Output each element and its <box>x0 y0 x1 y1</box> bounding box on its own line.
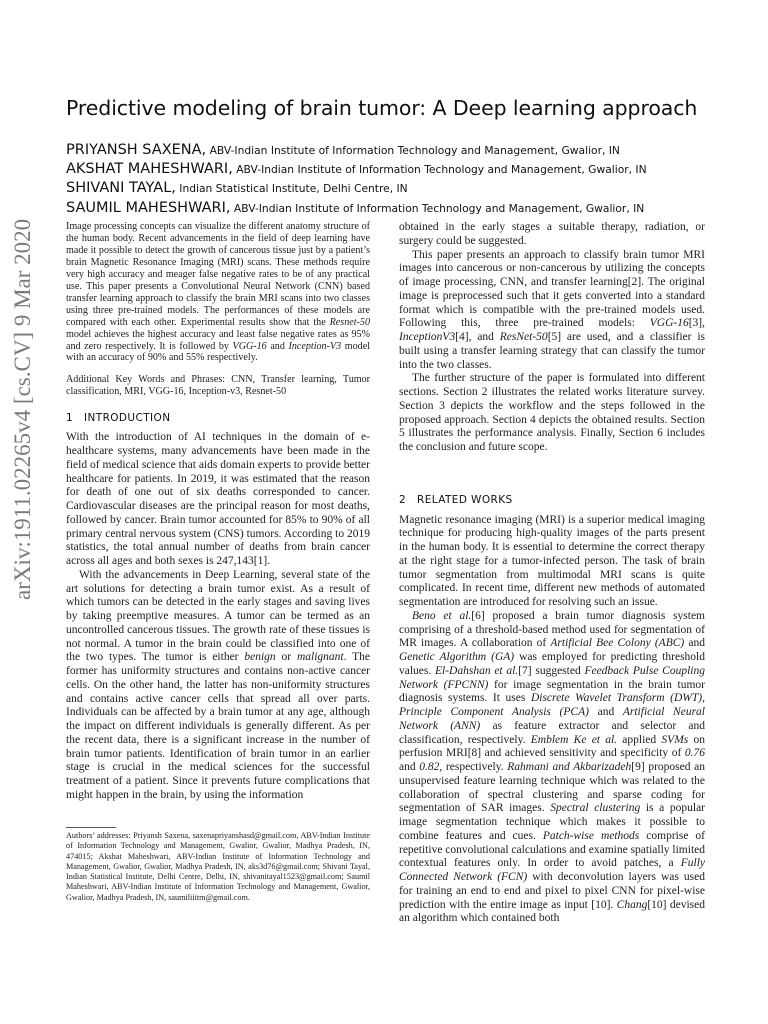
paper-title: Predictive modeling of brain tumor: A Deep learning approach <box>66 96 698 120</box>
author-line <box>66 139 736 158</box>
related-works-paragraph-1: Magnetic resonance imaging (MRI) is a superior medical imaging technique for producing high-quality images of the parts present in the human body. It is essential to determine the correct therapy at the right stage for a tumor-infected person. The task of brain tumor segmentation from multimodal MRI scans is quite complicated. In recent time, different new methods of automated segmentation are introduced for resolving such an issue. <box>399 513 705 608</box>
authors-addresses-footnote: Authors’ addresses: Priyansh Saxena, saxenapriyanshasd@gmail.com, ABV-Indian Institute of Information Technology and Management, Gwalior, Gwalior, Madhya Pradesh, IN, 474015; Akshat Maheshwari, ABV-Indian Institute of Information Technology and Management, Gwalior, Gwalior, Madhya Pradesh, IN, aks3d76@gmail.com; Shivani Tayal, Indian Statistical Institute, Delhi Centre, Delhi, IN, shivanitayal1523@gmail.com; Saumil Maheshwari, ABV-Indian Institute of Information Technology and Management, Gwalior, Gwalior, Madhya Pradesh, IN, saumiliiitm@gmail.com. <box>66 831 370 902</box>
left-column <box>66 221 370 803</box>
footnote-rule <box>66 827 116 828</box>
section-heading-related-works: 2 RELATED WORKS <box>399 493 513 506</box>
author-line <box>66 197 736 216</box>
author-affiliation: ABV-Indian Institute of Information Technology and Management, Gwalior, IN <box>230 201 645 215</box>
intro-paragraph-continued: obtained in the early stages a suitable therapy, radiation, or surgery could be suggested. <box>399 221 705 247</box>
author-name: SHIVANI TAYAL, <box>66 180 176 197</box>
section-heading-introduction: 1 INTRODUCTION <box>66 412 171 425</box>
intro-paragraph-3: This paper presents an approach to classify brain tumor MRI images into cancerous or non-cancerous by utilizing the concepts of image processing, CNN, and transfer learning[2]. The original image is preprocessed such that it gets converted into a standard format which is compatible with the pre-trained models used. Following this, three pre-trained models: VGG-16[3], InceptionV3[4], and ResNet-50[5] are used, and a classifier is built using a transfer learning strategy that can classify the tumor into the two classes. <box>399 248 706 371</box>
intro-paragraph-2: With the advancements in Deep Learning, several state of the art solutions for detecting a brain tumor exist. As a result of which tumors can be detected in the early stages and saving lives by taking preemptive measures. A tumor can be termed as an uncontrolled cancerous tissues. The growth rate of these tissues is not normal. A tumor in the brain could be classified into one of the two types. The tumor is either benign or malignant. The former has uniformity structures and contains non-active cancer cells. On the other hand, the latter has non-uniformity structures and contains active cancer cells that spread all over parts. Individuals can be affected by a brain tumor at any age, although the impact on different individuals is generally different. As per the recent data, there is a significant increase in the number of brain tumor patients. Identification of brain tumor in an earlier stage is crucial in the medical sciences for the successful treatment of a patient. Since it prevents future complications that might happen in the brain, by using the information <box>66 568 370 801</box>
arxiv-identifier: arXiv:1911.02265v4 [cs.CV] 9 Mar 2020 <box>10 218 35 600</box>
intro-paragraph-4: The further structure of the paper is formulated into different sections. Section 2 illustrates the related works literature survey. Section 3 depicts the workflow and the steps followed in the proposed approach. Section 4 depicts the obtained results. Section 5 illustrates the performance analysis. Finally, Section 6 includes the conclusion and future scope. <box>399 372 705 453</box>
author-list <box>66 139 736 216</box>
author-name: AKSHAT MAHESHWARI, <box>66 161 233 178</box>
abstract: Image processing concepts can visualize the different anatomy structure of the human body. Recent advancements in the field of deep learning have made it possible to detect the growth of cancerous tissue just by a patient’s brain Magnetic Resonance Imaging (MRI) scans. These methods require very high accuracy and meager false negative rates to be of any practical use. This paper presents a Convolutional Neural Network (CNN) based transfer learning approach to classify the brain MRI scans into two classes using three pre-trained models. The performances of these models are compared with each other. Experimental results show that the Resnet-50 model achieves the highest accuracy and least false negative rates as 95% and zero respectively. It is followed by VGG-16 and Inception-V3 model with an accuracy of 90% and 55% respectively. <box>66 221 370 364</box>
related-works-paragraph-2: Beno et al.[6] proposed a brain tumor diagnosis system comprising of a threshold-based method used for segmentation of MR images. A collaboration of Artificial Bee Colony (ABC) and Genetic Algorithm (GA) was employed for predicting threshold values. El-Dahshan et al.[7] suggested Feedback Pulse Coupling Network (FPCNN) for image segmentation in the brain tumor diagnosis systems. It uses Discrete Wavelet Transform (DWT), Principle Component Analysis (PCA) and Artificial Neural Network (ANN) as feature extractor and selector and classification, respectively. Emblem Ke et al. applied SVMs on perfusion MRI[8] and achieved sensitivity and specificity of 0.76 and 0.82, respectively. Rahmani and Akbarizadeh[9] proposed an unsupervised feature learning technique which was related to the collaboration of spectral clustering and sparse coding for segmentation of SAR images. Spectral clustering is a popular image segmentation technique which makes it possible to combine features and cues. Patch-wise methods comprise of repetitive convolutional calculations and examine spatially limited contextual features only. In order to avoid patches, a Fully Connected Network (FCN) with deconvolution layers was used for training an end to end and pixel to pixel CNN for pixel-wise prediction with the entire image as input [10]. Chang[10] devised an algorithm which contained both <box>399 609 706 925</box>
author-name: SAUMIL MAHESHWARI, <box>66 199 231 216</box>
author-line <box>66 158 736 177</box>
keywords: Additional Key Words and Phrases: CNN, Transfer learning, Tumor classification, MRI, VGG-16, Inception-v3, Resnet-50 <box>66 374 370 398</box>
intro-paragraph-1: With the introduction of AI techniques in the domain of e-healthcare systems, many advancements have been made in the field of medical science that aids domain experts to provide better healthcare for patients. In 2019, it was estimated that the reason for death of one out of six deaths corresponded to cancer. Cardiovascular diseases are the principal reason for most deaths, followed by cancer. Brain tumor accounted for 85% to 90% of all primary central nervous system (CNS) tumors. According to 2019 statistics, the total annual number of deaths from brain cancer across all ages and both sexes is 247,143[1]. <box>66 431 370 567</box>
author-affiliation: ABV-Indian Institute of Information Technology and Management, Gwalior, IN <box>206 144 620 157</box>
author-affiliation: ABV-Indian Institute of Information Technology and Management, Gwalior, IN <box>232 163 647 177</box>
author-line <box>66 177 736 196</box>
right-column <box>399 221 705 926</box>
author-name: PRIYANSH SAXENA, <box>66 142 207 158</box>
author-affiliation: Indian Statistical Institute, Delhi Centre, IN <box>175 182 408 196</box>
